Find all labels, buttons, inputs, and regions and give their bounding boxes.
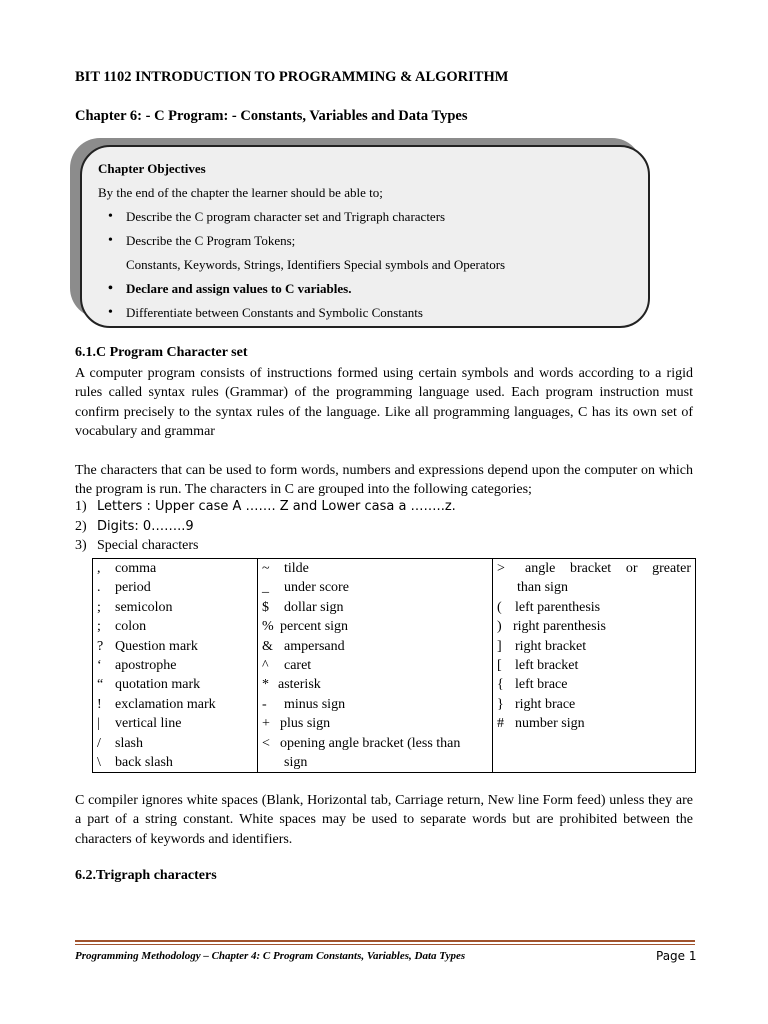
paragraph-white-spaces: C compiler ignores white spaces (Blank, Horizontal tab, Carriage return, New line Form feed) unless they are a part of a string constant. White spaces may be used to separate words but are prohibited between the characters of keywords and identifiers. — [75, 793, 693, 847]
objective-item: • Differentiate between Constants and Symbolic Constants — [98, 301, 505, 325]
objectives-heading: Chapter Objectives — [98, 161, 206, 176]
footer-rule — [75, 940, 695, 942]
category-digits: 2) Digits: 0……..9 — [75, 519, 194, 534]
objective-item: • Declare and assign values to C variables. — [98, 277, 505, 301]
objective-item: • Describe the C program character set and Trigraph characters — [98, 205, 505, 229]
special-chars-column-2: ~ tilde _ under score $ dollar sign % percent sign & ampersand ^ caret * asterisk - minus sign + plus sign < opening angle bracket (less than sign — [258, 559, 493, 773]
footer-rule-thin — [75, 944, 695, 945]
category-letters: 1) Letters : Upper case A ……. Z and Lower casa a ……..z. — [75, 499, 456, 514]
special-chars-column-1: , comma . period ; semicolon ; colon ? Question mark ‘ apostrophe “ quotation mark ! exclamation mark | vertical line / slash \ back slash — [93, 559, 258, 773]
objectives-content — [98, 157, 505, 325]
objective-item: • Describe the C Program Tokens; — [98, 229, 505, 253]
footer-running-title: Programming Methodology – Chapter 4: C Program Constants, Variables, Data Types — [75, 950, 466, 962]
page-number: Page 1 — [656, 949, 697, 963]
course-title: BIT 1102 INTRODUCTION TO PROGRAMMING & ALGORITHM — [75, 69, 509, 85]
section-title-character-set: 6.1.C Program Character set — [75, 345, 248, 360]
paragraph-categories: The characters that can be used to form words, numbers and expressions depend upon the computer on which the program is run. The characters in C are grouped into the following categories; — [75, 463, 693, 498]
chapter-title: Chapter 6: - C Program: - Constants, Variables and Data Types — [75, 108, 468, 124]
objectives-intro: By the end of the chapter the learner should be able to; — [98, 185, 383, 200]
section-title-trigraph: 6.2.Trigraph characters — [75, 868, 217, 883]
objectives-list — [98, 205, 505, 325]
objective-item-continuation: Constants, Keywords, Strings, Identifiers Special symbols and Operators — [126, 257, 506, 272]
paragraph-intro: A computer program consists of instructions formed using certain symbols and words according to a rigid rules called syntax rules (Grammar) of the programming language used. Each program instruction must confirm precisely to the syntax rules of the language. Like all programming languages, C has its own set of vocabulary and grammar — [75, 366, 693, 439]
special-chars-column-3: > angle bracket or greater than sign ( left parenthesis ) right parenthesis ] right bracket [ left bracket { left brace } right brace # number sign — [493, 559, 696, 773]
category-special: 3) Special characters — [75, 538, 199, 553]
special-characters-table — [92, 558, 696, 773]
